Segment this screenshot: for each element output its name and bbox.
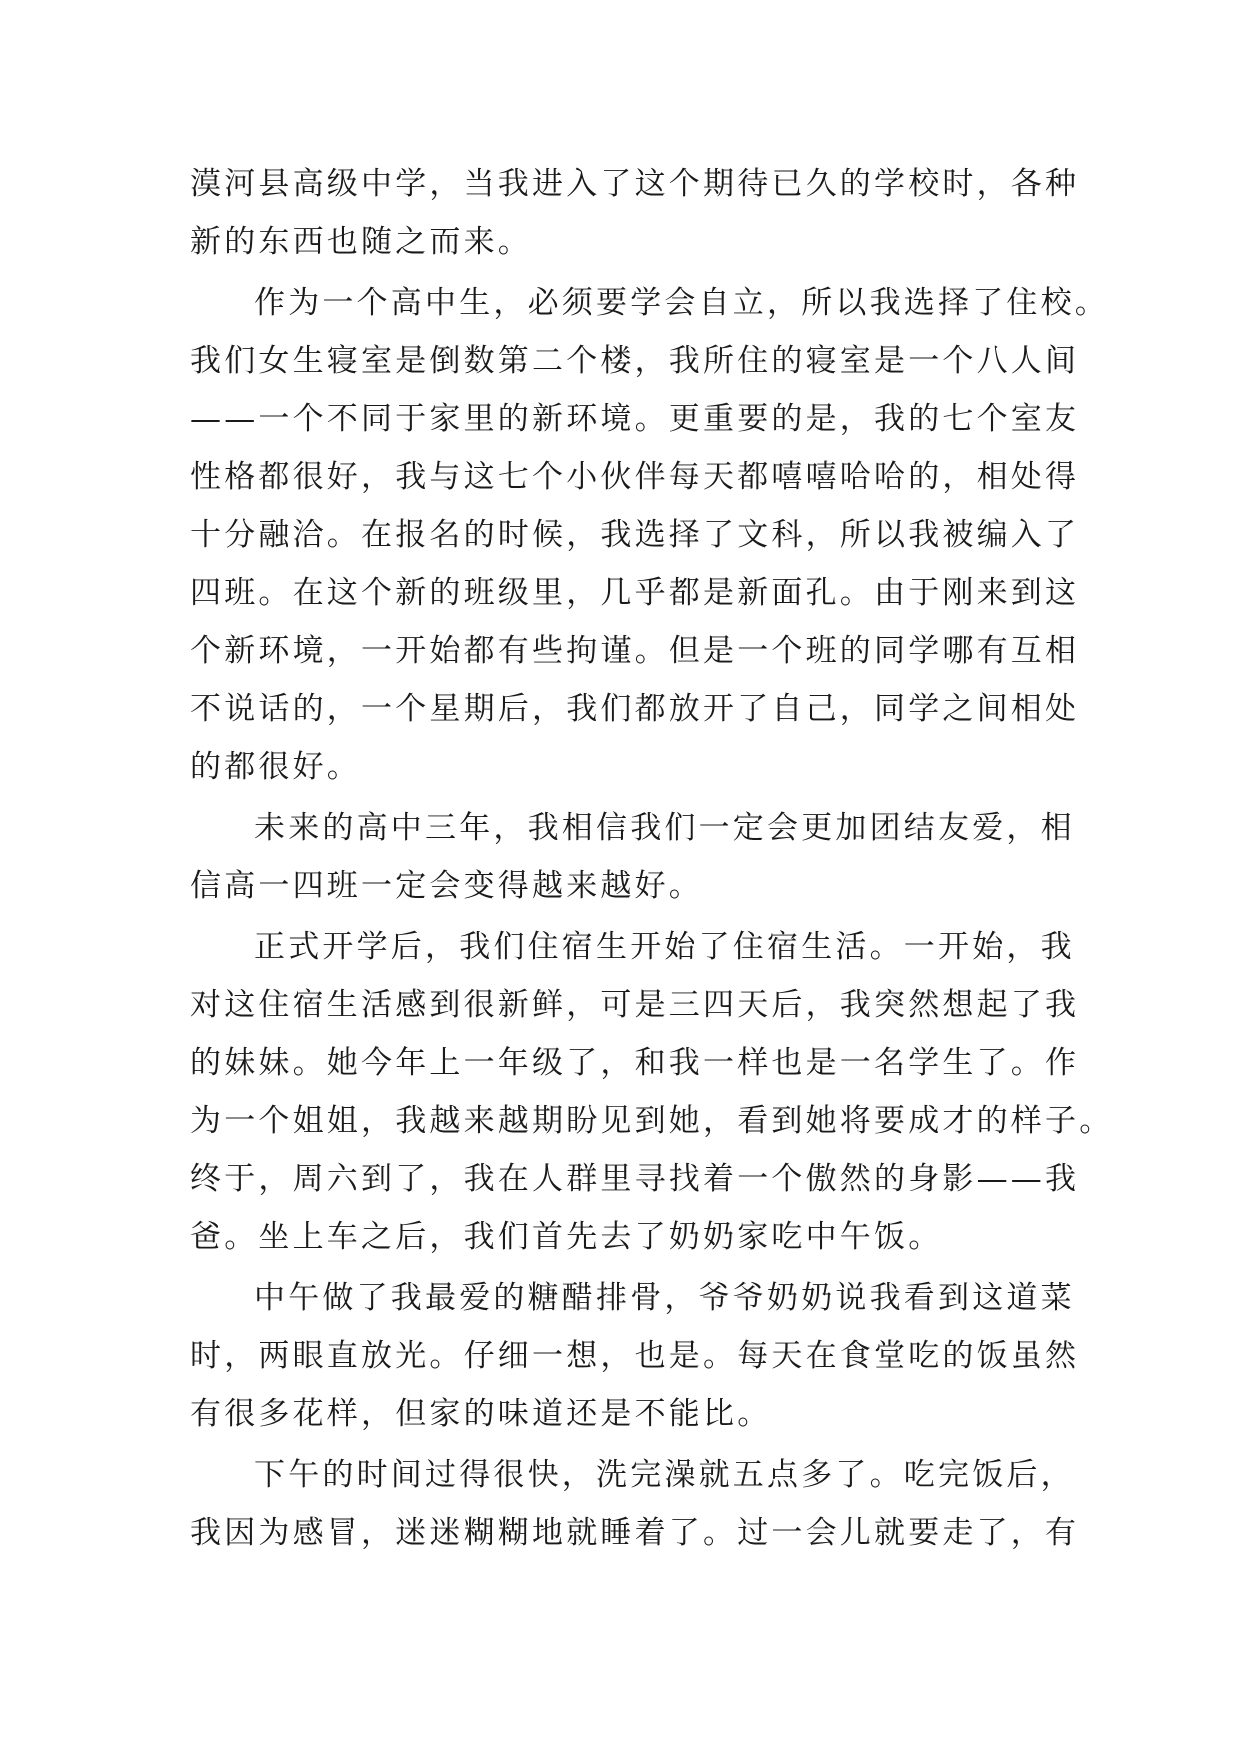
paragraph-4 [190,918,1114,1266]
text-line: 有很多花样，但家的味道还是不能比。 [190,1396,772,1432]
text-line: 为一个姐姐，我越来越期盼见到她，看到她将要成才的样子。 [190,1103,1114,1139]
text-line: 性格都很好，我与这七个小伙伴每天都嘻嘻哈哈的，相处得 [190,459,1080,495]
paragraph-1 [190,155,1080,271]
text-line: 爸。坐上车之后，我们首先去了奶奶家吃中午饭。 [190,1219,943,1255]
text-line: 的妹妹。她今年上一年级了，和我一样也是一名学生了。作 [190,1045,1080,1081]
text-line: 信高一四班一定会变得越来越好。 [190,868,703,904]
text-line: 正式开学后，我们住宿生开始了住宿生活。一开始，我 [254,929,1075,965]
text-line: 我因为感冒，迷迷糊糊地就睡着了。过一会儿就要走了，有 [190,1515,1080,1551]
text-line: 下午的时间过得很快，洗完澡就五点多了。吃完饭后， [254,1457,1075,1493]
text-line: 对这住宿生活感到很新鲜，可是三四天后，我突然想起了我 [190,987,1080,1023]
text-line: 未来的高中三年，我相信我们一定会更加团结友爱，相 [254,810,1075,846]
paragraph-2 [190,274,1109,796]
text-line: 漠河县高级中学，当我进入了这个期待已久的学校时，各种 [190,166,1080,202]
text-line: 的都很好。 [190,749,361,785]
paragraph-5 [190,1269,1080,1443]
text-line: 个新环境，一开始都有些拘谨。但是一个班的同学哪有互相 [190,633,1080,669]
document-page [190,155,1114,1565]
text-line: 中午做了我最爱的糖醋排骨，爷爷奶奶说我看到这道菜 [254,1280,1075,1316]
text-line: 作为一个高中生，必须要学会自立，所以我选择了住校。 [254,285,1109,321]
text-line: 四班。在这个新的班级里，几乎都是新面孔。由于刚来到这 [190,575,1080,611]
text-line: ——一个不同于家里的新环境。更重要的是，我的七个室友 [190,401,1080,437]
text-line: 十分融洽。在报名的时候，我选择了文科，所以我被编入了 [190,517,1080,553]
paragraph-3 [190,799,1075,915]
text-line: 不说话的，一个星期后，我们都放开了自己，同学之间相处 [190,691,1080,727]
text-line: 新的东西也随之而来。 [190,224,532,260]
text-line: 我们女生寝室是倒数第二个楼，我所住的寝室是一个八人间 [190,343,1080,379]
paragraph-6 [190,1446,1080,1562]
text-line: 时，两眼直放光。仔细一想，也是。每天在食堂吃的饭虽然 [190,1338,1080,1374]
text-line: 终于，周六到了，我在人群里寻找着一个傲然的身影——我 [190,1161,1080,1197]
